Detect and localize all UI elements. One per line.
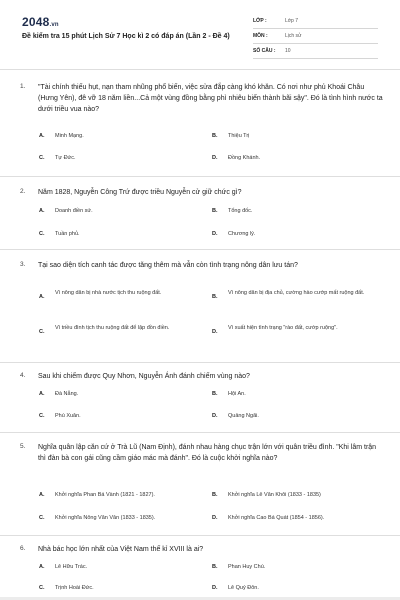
option-letter: C. <box>39 329 45 335</box>
document-header <box>0 0 400 64</box>
option-text: Tuần phủ. <box>55 231 80 237</box>
meta-row-class <box>253 14 378 29</box>
option-text: Đồng Khánh. <box>228 155 261 161</box>
option-text: Khởi nghĩa Lê Văn Khôi (1833 - 1835) <box>228 492 321 498</box>
option-text: Khởi nghĩa Cao Bá Quát (1854 - 1856). <box>228 515 325 521</box>
question-text: Nhà bác học lớn nhất của Việt Nam thế kỉ XVIII là ai? <box>38 546 204 553</box>
option-text: Thiệu Trị <box>228 133 250 139</box>
option-text: Khởi nghĩa Phan Bá Vành (1821 - 1827). <box>55 492 155 498</box>
option-letter: D. <box>212 515 218 521</box>
meta-value: 10 <box>285 48 291 54</box>
logo-main: 2048 <box>22 15 50 29</box>
option-letter: A. <box>39 564 45 570</box>
option-letter: C. <box>39 231 45 237</box>
option-letter: C. <box>39 155 45 161</box>
option-text: Chương lý. <box>228 231 256 237</box>
option-letter: A. <box>39 208 45 214</box>
meta-row-subject <box>253 29 378 44</box>
option-letter: A. <box>39 391 45 397</box>
meta-key: MÔN : <box>253 33 268 39</box>
question-number: 3. <box>20 261 26 268</box>
option-letter: B. <box>212 564 218 570</box>
meta-key: LỚP : <box>253 18 267 24</box>
question-list <box>0 69 400 597</box>
option-text: Vì triều đình tịch thu ruộng đất để lập đồn điền. <box>55 325 170 331</box>
option-text: Quảng Ngãi. <box>228 413 259 419</box>
option-text: Vì xuất hiện tình trạng "rào đất, cướp ruộng". <box>228 325 338 331</box>
question-text: Năm 1828, Nguyễn Công Trứ được triều Nguyễn cử giữ chức gì? <box>38 189 242 196</box>
logo-suffix: .vn <box>49 22 59 28</box>
question-2 <box>0 176 400 249</box>
page-title: Đề kiểm tra 15 phút Lịch Sử 7 Học kì 2 có đáp án (Lần 2 - Đề 4) <box>22 33 230 40</box>
question-4 <box>0 362 400 432</box>
meta-value: Lớp 7 <box>285 18 299 24</box>
option-letter: B. <box>212 133 218 139</box>
option-letter: B. <box>212 492 218 498</box>
question-6 <box>0 535 400 597</box>
question-number: 1. <box>20 83 26 90</box>
option-letter: C. <box>39 413 45 419</box>
question-number: 2. <box>20 188 26 195</box>
meta-value: Lịch sử <box>285 33 302 39</box>
question-3 <box>0 249 400 362</box>
option-letter: B. <box>212 294 218 300</box>
option-letter: A. <box>39 133 45 139</box>
question-1 <box>0 69 400 176</box>
question-number: 4. <box>20 372 26 379</box>
site-logo[interactable] <box>22 15 59 29</box>
meta-key: SỐ CÂU : <box>253 48 276 54</box>
option-letter: B. <box>212 391 218 397</box>
question-text: Tại sao diện tích canh tác được tăng thêm mà vẫn còn tình trạng nông dân lưu tán? <box>38 262 298 269</box>
option-text: Vì nông dân bị nhà nước tịch thu ruộng đất. <box>55 290 162 296</box>
option-text: Hội An. <box>228 391 246 397</box>
question-text: Nghĩa quân lập căn cứ ở Trà Lũ (Nam Định), đánh nhau hàng chục trận lớn với quân triều đình. "Khi lâm trận thì đàn bà con gái cũng cầm giáo mác mà đánh". Đó là cuộc khởi nghĩa nào? <box>38 444 377 462</box>
option-text: Trịnh Hoài Đức. <box>55 585 94 591</box>
option-letter: D. <box>212 231 218 237</box>
option-letter: D. <box>212 585 218 591</box>
option-text: Tự Đức. <box>55 155 76 161</box>
question-5 <box>0 432 400 535</box>
option-text: Phan Huy Chú. <box>228 564 266 570</box>
option-text: Tổng đốc. <box>228 208 253 214</box>
option-text: Vì nông dân bị địa chủ, cường hào cướp mất ruộng đất. <box>228 290 365 296</box>
option-letter: A. <box>39 294 45 300</box>
option-letter: D. <box>212 155 218 161</box>
meta-row-count <box>253 44 378 59</box>
option-letter: A. <box>39 492 45 498</box>
option-text: Doanh điền sứ. <box>55 208 93 214</box>
option-letter: D. <box>212 329 218 335</box>
option-text: Lê Hữu Trác. <box>55 564 88 570</box>
question-text: "Tài chính thiếu hụt, nạn tham nhũng phổ biến, việc sửa đắp càng khó khăn. Có nơi như phủ Khoái Châu (Hưng Yên), đê vỡ 18 năm liền...Cả một vùng đồng bằng phì nhiêu biến thành bãi sậy". Đó là tình hình nước ta dưới triều vua nào? <box>38 84 383 113</box>
option-letter: D. <box>212 413 218 419</box>
option-text: Lê Quý Đôn. <box>228 585 259 591</box>
meta-panel <box>253 14 378 59</box>
option-letter: C. <box>39 585 45 591</box>
option-letter: C. <box>39 515 45 521</box>
option-letter: B. <box>212 208 218 214</box>
option-text: Phú Xuân. <box>55 413 81 419</box>
option-text: Minh Mạng. <box>55 133 84 139</box>
question-text: Sau khi chiếm được Quy Nhơn, Nguyễn Ánh đánh chiếm vùng nào? <box>38 373 250 380</box>
question-number: 6. <box>20 545 26 552</box>
option-text: Khởi nghĩa Nông Văn Vân (1833 - 1835). <box>55 515 156 521</box>
option-text: Đà Nẵng. <box>55 391 79 397</box>
question-number: 5. <box>20 443 26 450</box>
